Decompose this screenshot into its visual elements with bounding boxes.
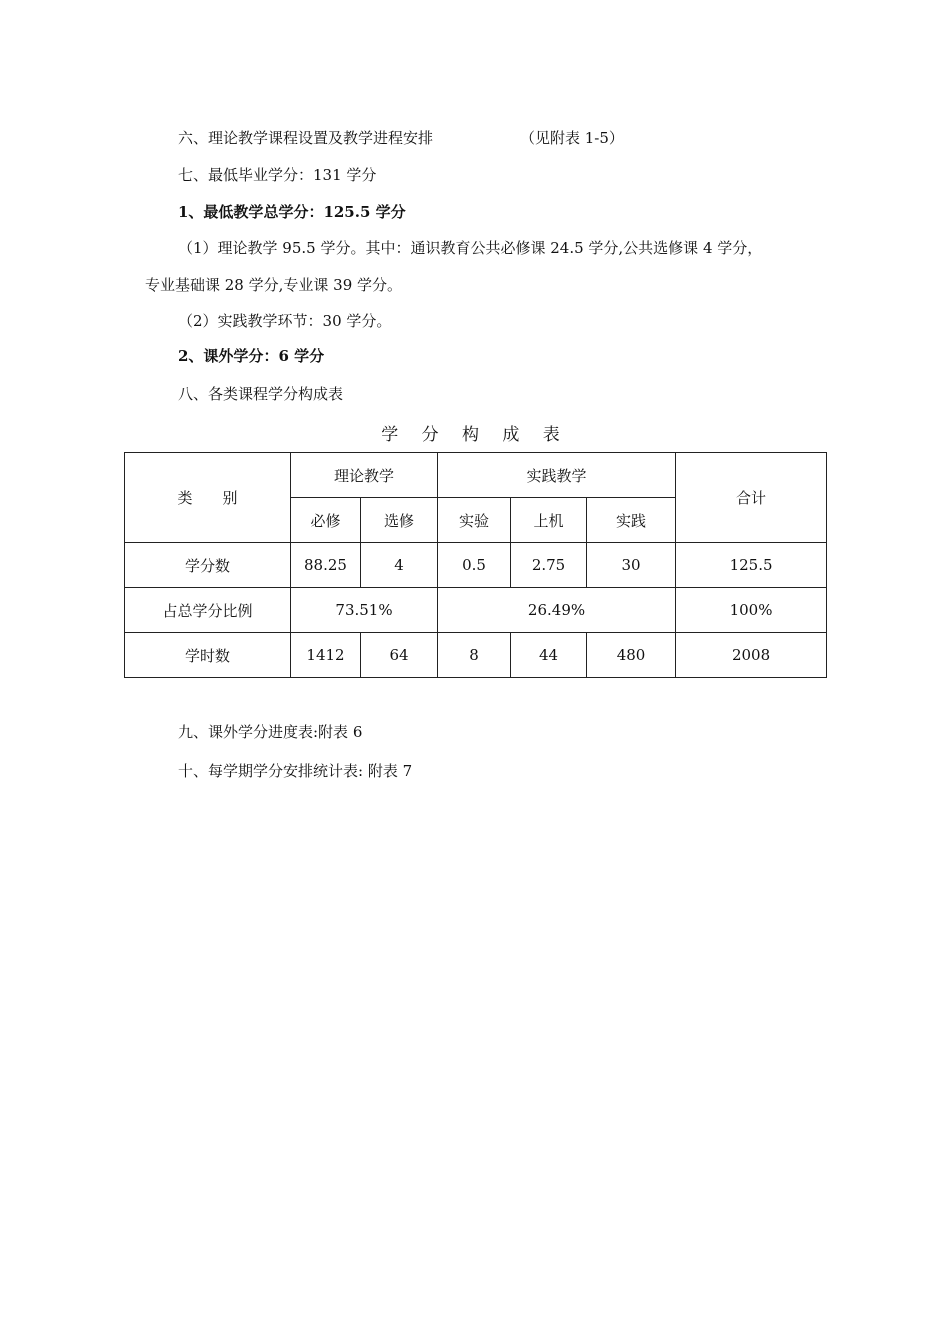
section-6-reference: （见附表 1-5） (520, 129, 624, 147)
row-label: 学时数 (125, 633, 291, 678)
cell-lab: 0.5 (438, 543, 511, 588)
row-label: 学分数 (125, 543, 291, 588)
cell-theory-pct: 73.51% (291, 588, 438, 633)
cell-computer: 44 (511, 633, 587, 678)
credit-composition-table (124, 452, 827, 678)
practice-credits-line: （2）实践教学环节：30 学分。 (178, 312, 392, 330)
cell-practice: 480 (587, 633, 676, 678)
table-header-row (125, 453, 827, 498)
min-teaching-credits: 1、最低教学总学分：125.5 学分 (178, 203, 406, 221)
header-theory: 理论教学 (291, 453, 438, 498)
table-row (125, 588, 827, 633)
cell-required: 88.25 (291, 543, 361, 588)
section-6-text: 六、理论教学课程设置及教学进程安排 (178, 129, 434, 147)
header-computer: 上机 (511, 498, 587, 543)
header-category-a: 类 (177, 489, 193, 507)
theory-credits-line: （1）理论教学 95.5 学分。其中：通识教育公共必修课 24.5 学分,公共选修课 4 学分， (178, 239, 763, 257)
cell-total: 2008 (676, 633, 827, 678)
theory-credits-continuation: 专业基础课 28 学分,专业课 39 学分。 (145, 276, 403, 294)
section-10-heading: 十、每学期学分安排统计表: 附表 7 (178, 762, 413, 780)
section-8-heading: 八、各类课程学分构成表 (178, 385, 344, 403)
cell-elective: 4 (361, 543, 438, 588)
cell-required: 1412 (291, 633, 361, 678)
section-6-heading (178, 127, 624, 148)
row-label: 占总学分比例 (125, 588, 291, 633)
header-category-b: 别 (222, 489, 238, 507)
header-required: 必修 (291, 498, 361, 543)
header-category (125, 453, 291, 543)
cell-practice-pct: 26.49% (438, 588, 676, 633)
cell-lab: 8 (438, 633, 511, 678)
cell-total: 100% (676, 588, 827, 633)
cell-computer: 2.75 (511, 543, 587, 588)
table-title: 学 分 构 成 表 (381, 425, 569, 445)
extracurricular-credits: 2、课外学分：6 学分 (178, 347, 325, 365)
header-lab: 实验 (438, 498, 511, 543)
section-9-heading: 九、课外学分进度表:附表 6 (178, 723, 363, 741)
table-row (125, 543, 827, 588)
table-row (125, 633, 827, 678)
header-total: 合计 (676, 453, 827, 543)
cell-practice: 30 (587, 543, 676, 588)
header-practice-sub: 实践 (587, 498, 676, 543)
section-7-heading: 七、最低毕业学分：131 学分 (178, 166, 377, 184)
header-practice: 实践教学 (438, 453, 676, 498)
cell-total: 125.5 (676, 543, 827, 588)
header-elective: 选修 (361, 498, 438, 543)
cell-elective: 64 (361, 633, 438, 678)
